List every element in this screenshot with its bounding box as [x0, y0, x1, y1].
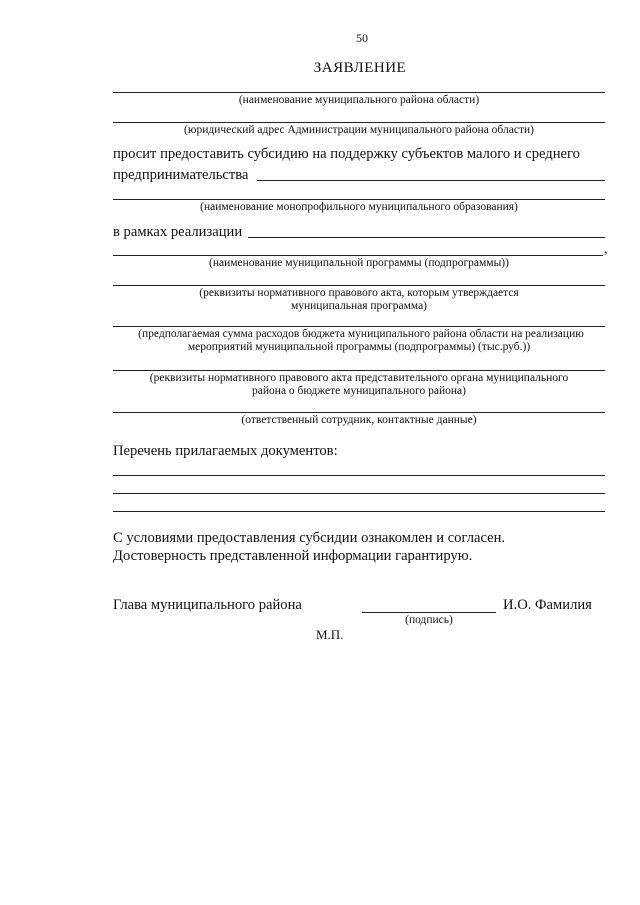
- budget-sum-caption-1: (предполагаемая сумма расходов бюджета муниципального района области на реализацию: [138, 328, 584, 340]
- act-requisites-caption-1: (реквизиты нормативного правового акта, которым утверждается: [199, 287, 519, 299]
- head-name: И.О. Фамилия: [503, 597, 592, 613]
- seal-label: М.П.: [316, 627, 344, 642]
- legal-address-caption: (юридический адрес Администрации муниципального района области): [184, 124, 534, 136]
- act-requisites-line: [113, 285, 605, 286]
- legal-address-line: [113, 122, 605, 123]
- budget-sum-line: [113, 326, 605, 327]
- budget-sum-caption-2: мероприятий муниципальной программы (подпрограммы) (тыс.руб.)): [187, 341, 531, 353]
- district-name-line: [113, 92, 605, 93]
- signature-caption: (подпись): [405, 614, 453, 626]
- head-label: Глава муниципального района: [113, 597, 302, 613]
- district-name-caption: (наименование муниципального района области): [238, 94, 480, 106]
- request-text-line1: просит предоставить субсидию на поддержку субъектов малого и среднего: [113, 146, 580, 162]
- documents-label: Перечень прилагаемых документов:: [113, 443, 338, 459]
- within-label: в рамках реализации: [113, 224, 243, 240]
- documents-line: [113, 493, 605, 494]
- mono-municipality-line: [113, 199, 605, 200]
- responsible-line: [113, 412, 605, 413]
- signature-line: [362, 612, 496, 613]
- documents-line: [113, 475, 605, 476]
- rep-act-line: [113, 370, 605, 371]
- program-name-line: [113, 255, 603, 256]
- within-fill-line: [248, 237, 605, 238]
- page-number: 50: [356, 31, 368, 45]
- document-title: ЗАЯВЛЕНИЕ: [313, 60, 407, 76]
- agreement-text-line1: С условиями предоставления субсидии ознакомлен и согласен.: [113, 530, 506, 546]
- act-requisites-caption-2: муниципальная программа): [290, 300, 428, 312]
- responsible-caption: (ответственный сотрудник, контактные данные): [241, 414, 477, 426]
- program-name-caption: (наименование муниципальной программы (подпрограммы)): [209, 257, 509, 269]
- documents-line: [113, 511, 605, 512]
- rep-act-caption-2: района о бюджете муниципального района): [252, 385, 466, 397]
- mono-municipality-caption: (наименование монопрофильного муниципального образования): [200, 201, 518, 213]
- entrepreneurship-fill-line: [257, 180, 605, 181]
- agreement-text-line2: Достоверность представленной информации гарантирую.: [113, 548, 473, 564]
- request-text-line2: предпринимательства: [113, 167, 249, 183]
- rep-act-caption-1: (реквизиты нормативного правового акта представительного органа муниципального: [149, 372, 569, 384]
- program-comma: ,: [604, 242, 608, 257]
